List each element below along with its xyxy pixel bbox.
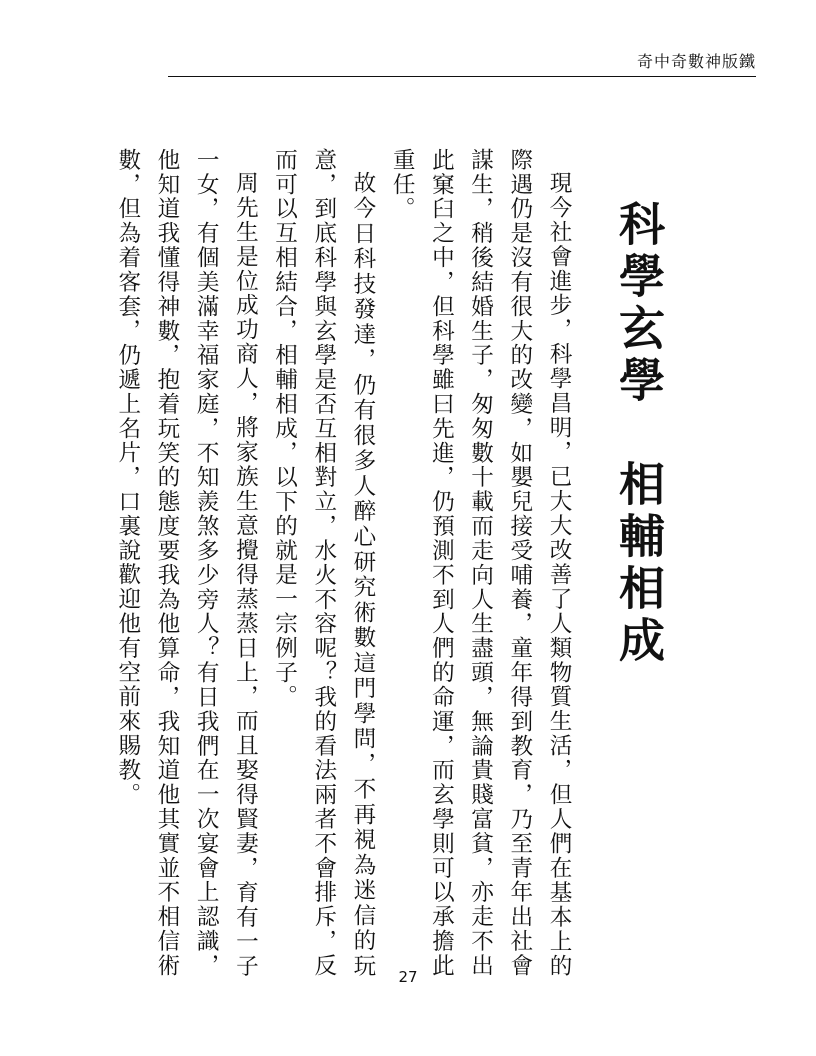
running-header-book-title: 奇中奇數神版鐵 xyxy=(636,52,756,71)
body-paragraph: 故今日科技發達，仍有很多人醉心研究術數這門學問，不再視為迷信的玩意，到底科學與玄學是否互相對立，水火不容呢？我的看法兩者不會排斥，反而可以互相結合，相輔相成，以下的就是一宗例子。 xyxy=(271,148,376,978)
header-divider xyxy=(168,76,756,77)
article-body xyxy=(114,148,578,978)
body-paragraph: 周先生是位成功商人，將家族生意攪得蒸蒸日上，而且娶得賢妻，育有一子一女，有個美滿幸福家庭，不知羨煞多少旁人？有日我們在一次宴會上認識，他知道我懂得神數，抱着玩笑的態度要我為他算命，我知道他其實並不相信術數，但為着客套，仍遞上名片，口裏說歡迎他有空前來賜教。 xyxy=(114,148,259,978)
article-title: 科學玄學 相輔相成 xyxy=(612,200,666,668)
body-paragraph: 現今社會進步，科學昌明，已大大改善了人類物質生活，但人們在基本上的際遇仍是沒有很大的改變，如嬰兒接受哺養，童年得到教育，乃至青年出社會謀生，稍後結婚生子，匆匆數十載而走向人生盡頭，無論貴賤富貧，亦走不出此窠臼之中，但科學雖曰先進，仍預測不到人們的命運，而玄學則可以承擔此重任。 xyxy=(389,148,572,978)
page-number: 27 xyxy=(398,968,418,986)
